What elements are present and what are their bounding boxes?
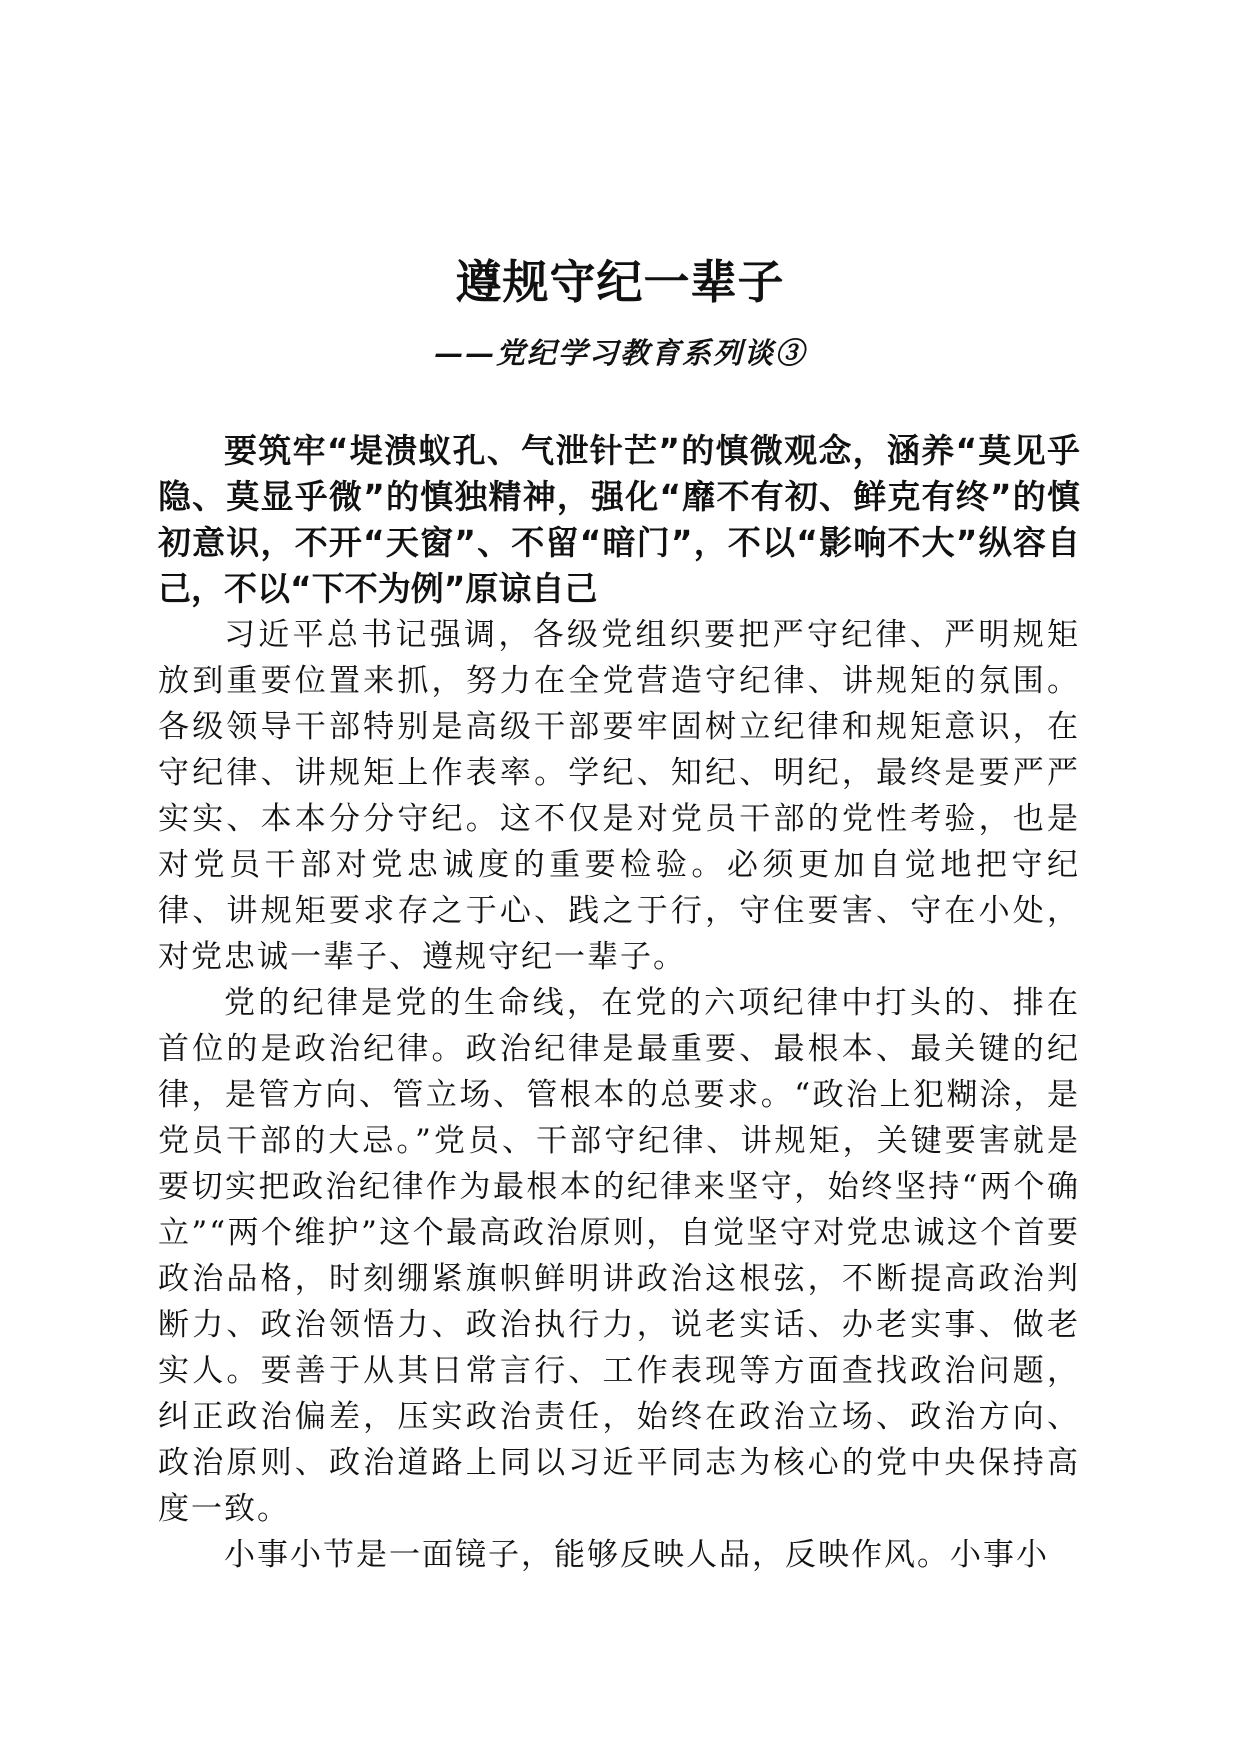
article-title: 遵规守纪一辈子 [455,255,785,309]
body-paragraph: 党的纪律是党的生命线，在党的六项纪律中打头的、排在首位的是政治纪律。政治纪律是最重要、最根本、最关键的纪律，是管方向、管立场、管根本的总要求。“政治上犯糊涂，是党员干部的大忌。”党员、干部守纪律、讲规矩，关键要害就是要切实把政治纪律作为最根本的纪律来坚守，始终坚持“两个确立”“两个维护”这个最高政治原则，自觉坚守对党忠诚这个首要政治品格，时刻绷紧旗帜鲜明讲政治这根弦，不断提高政治判断力、政治领悟力、政治执行力，说老实话、办老实事、做老实人。要善于从其日常言行、工作表现等方面查找政治问题，纠正政治偏差，压实政治责任，始终在政治立场、政治方向、政治原则、政治道路上同以习近平同志为核心的党中央保持高度一致。 [158,985,1080,1527]
article-subtitle: ——党纪学习教育系列谈③ [433,336,806,370]
body-paragraph: 小事小节是一面镜子，能够反映人品，反映作风。小事小 [224,1537,1049,1573]
lead-paragraph: 要筑牢“堤溃蚁孔、气泄针芒”的慎微观念，涵养“莫见乎隐、莫显乎微”的慎独精神，强化“靡不有初、鲜克有终”的慎初意识，不开“天窗”、不留“暗门”，不以“影响不大”纵容自己，不以“下不为例”原谅自己 [158,431,1080,608]
article-body [158,428,1080,1578]
body-paragraph: 习近平总书记强调，各级党组织要把严守纪律、严明规矩放到重要位置来抓，努力在全党营造守纪律、讲规矩的氛围。各级领导干部特别是高级干部要牢固树立纪律和规矩意识，在守纪律、讲规矩上作表率。学纪、知纪、明纪，最终是要严严实实、本本分分守纪。这不仅是对党员干部的党性考验，也是对党员干部对党忠诚度的重要检验。必须更加自觉地把守纪律、讲规矩要求存之于心、践之于行，守住要害、守在小处，对党忠诚一辈子、遵规守纪一辈子。 [158,617,1080,975]
